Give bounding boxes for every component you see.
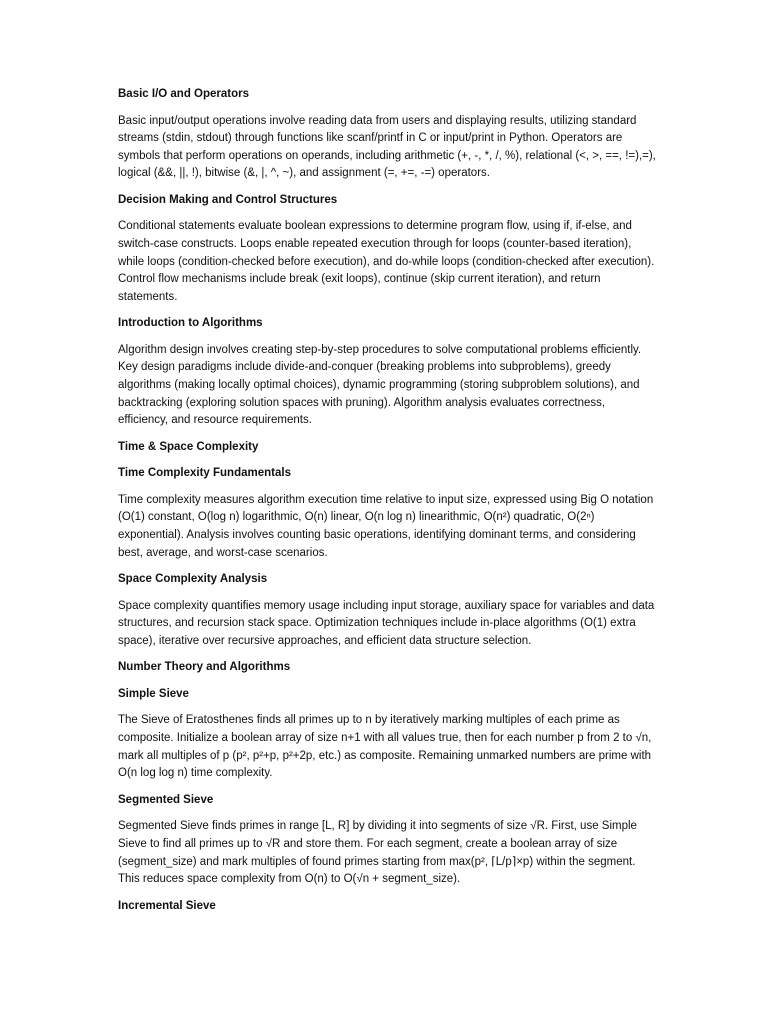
paragraph: Time complexity measures algorithm execution time relative to input size, expressed using Big O notation (O(1) constant, O(log n) logarithmic, O(n) linear, O(n log n) linearithmic, O(n²) quadratic, O(2ⁿ) exponential). Analysis involves counting basic operations, identifying dominant terms, and considering best, average, and worst-case scenarios. xyxy=(118,493,654,559)
subsection-heading: Simple Sieve xyxy=(118,687,189,700)
section-heading: Basic I/O and Operators xyxy=(118,88,250,100)
section-heading: Time & Space Complexity xyxy=(118,440,259,453)
paragraph: Algorithm design involves creating step-by-step procedures to solve computational problems efficiently. Key design paradigms include divide-and-conquer (breaking problems into subproblems), greedy algorithms (making locally optimal choices), dynamic programming (storing subproblem solutions), and backtracking (exploring solution spaces with pruning). Algorithm analysis evaluates correctness, efficiency, and resource requirements. xyxy=(118,343,642,427)
paragraph: Segmented Sieve finds primes in range [L, R] by dividing it into segments of size √R. First, use Simple Sieve to find all primes up to √R and store them. For each segment, create a boolean array of size (segment_size) and mark multiples of found primes starting from max(p², ⌈L/p⌉×p) within the segment. This reduces space complexity from O(n) to O(√n + segment_size). xyxy=(118,820,637,886)
section-heading: Number Theory and Algorithms xyxy=(118,661,291,674)
subsection-heading: Space Complexity Analysis xyxy=(118,573,268,586)
subsection-heading: Incremental Sieve xyxy=(118,899,216,912)
section-heading: Introduction to Algorithms xyxy=(118,317,263,330)
paragraph: The Sieve of Eratosthenes finds all primes up to n by iteratively marking multiples of each prime as composite. Initialize a boolean array of size n+1 with all values true, then for each number p from 2 to √n, mark all multiples of p (p², p²+p, p²+2p, etc.) as composite. Remaining unmarked numbers are prime with O(n log log n) time complexity. xyxy=(118,714,652,780)
subsection-heading: Segmented Sieve xyxy=(118,793,214,806)
subsection-heading: Time Complexity Fundamentals xyxy=(118,467,291,480)
paragraph: Conditional statements evaluate boolean expressions to determine program flow, using if, if-else, and switch-case constructs. Loops enable repeated execution through for loops (counter-based iteration), while loops (condition-checked before execution), and do-while loops (condition-checked after execution). Control flow mechanisms include break (exit loops), continue (skip current iteration), and return statements. xyxy=(118,220,655,303)
section-heading: Decision Making and Control Structures xyxy=(118,193,338,206)
paragraph: Basic input/output operations involve reading data from users and displaying results, utilizing standard streams (stdin, stdout) through functions like scanf/printf in C or input/print in Python. Operators are symbols that perform operations on operands, including arithmetic (+, -, *, /, %), relational (<, >, ==, !=),=), logical (&&, ||, !), bitwise (&, |, ^, ~), and assignment (=, +=, -=) operators. xyxy=(118,114,656,180)
paragraph: Space complexity quantifies memory usage including input storage, auxiliary space for variables and data structures, and recursion stack space. Optimization techniques include in-place algorithms (O(1) extra space), iterative over recursive approaches, and efficient data structure selection. xyxy=(118,599,655,647)
